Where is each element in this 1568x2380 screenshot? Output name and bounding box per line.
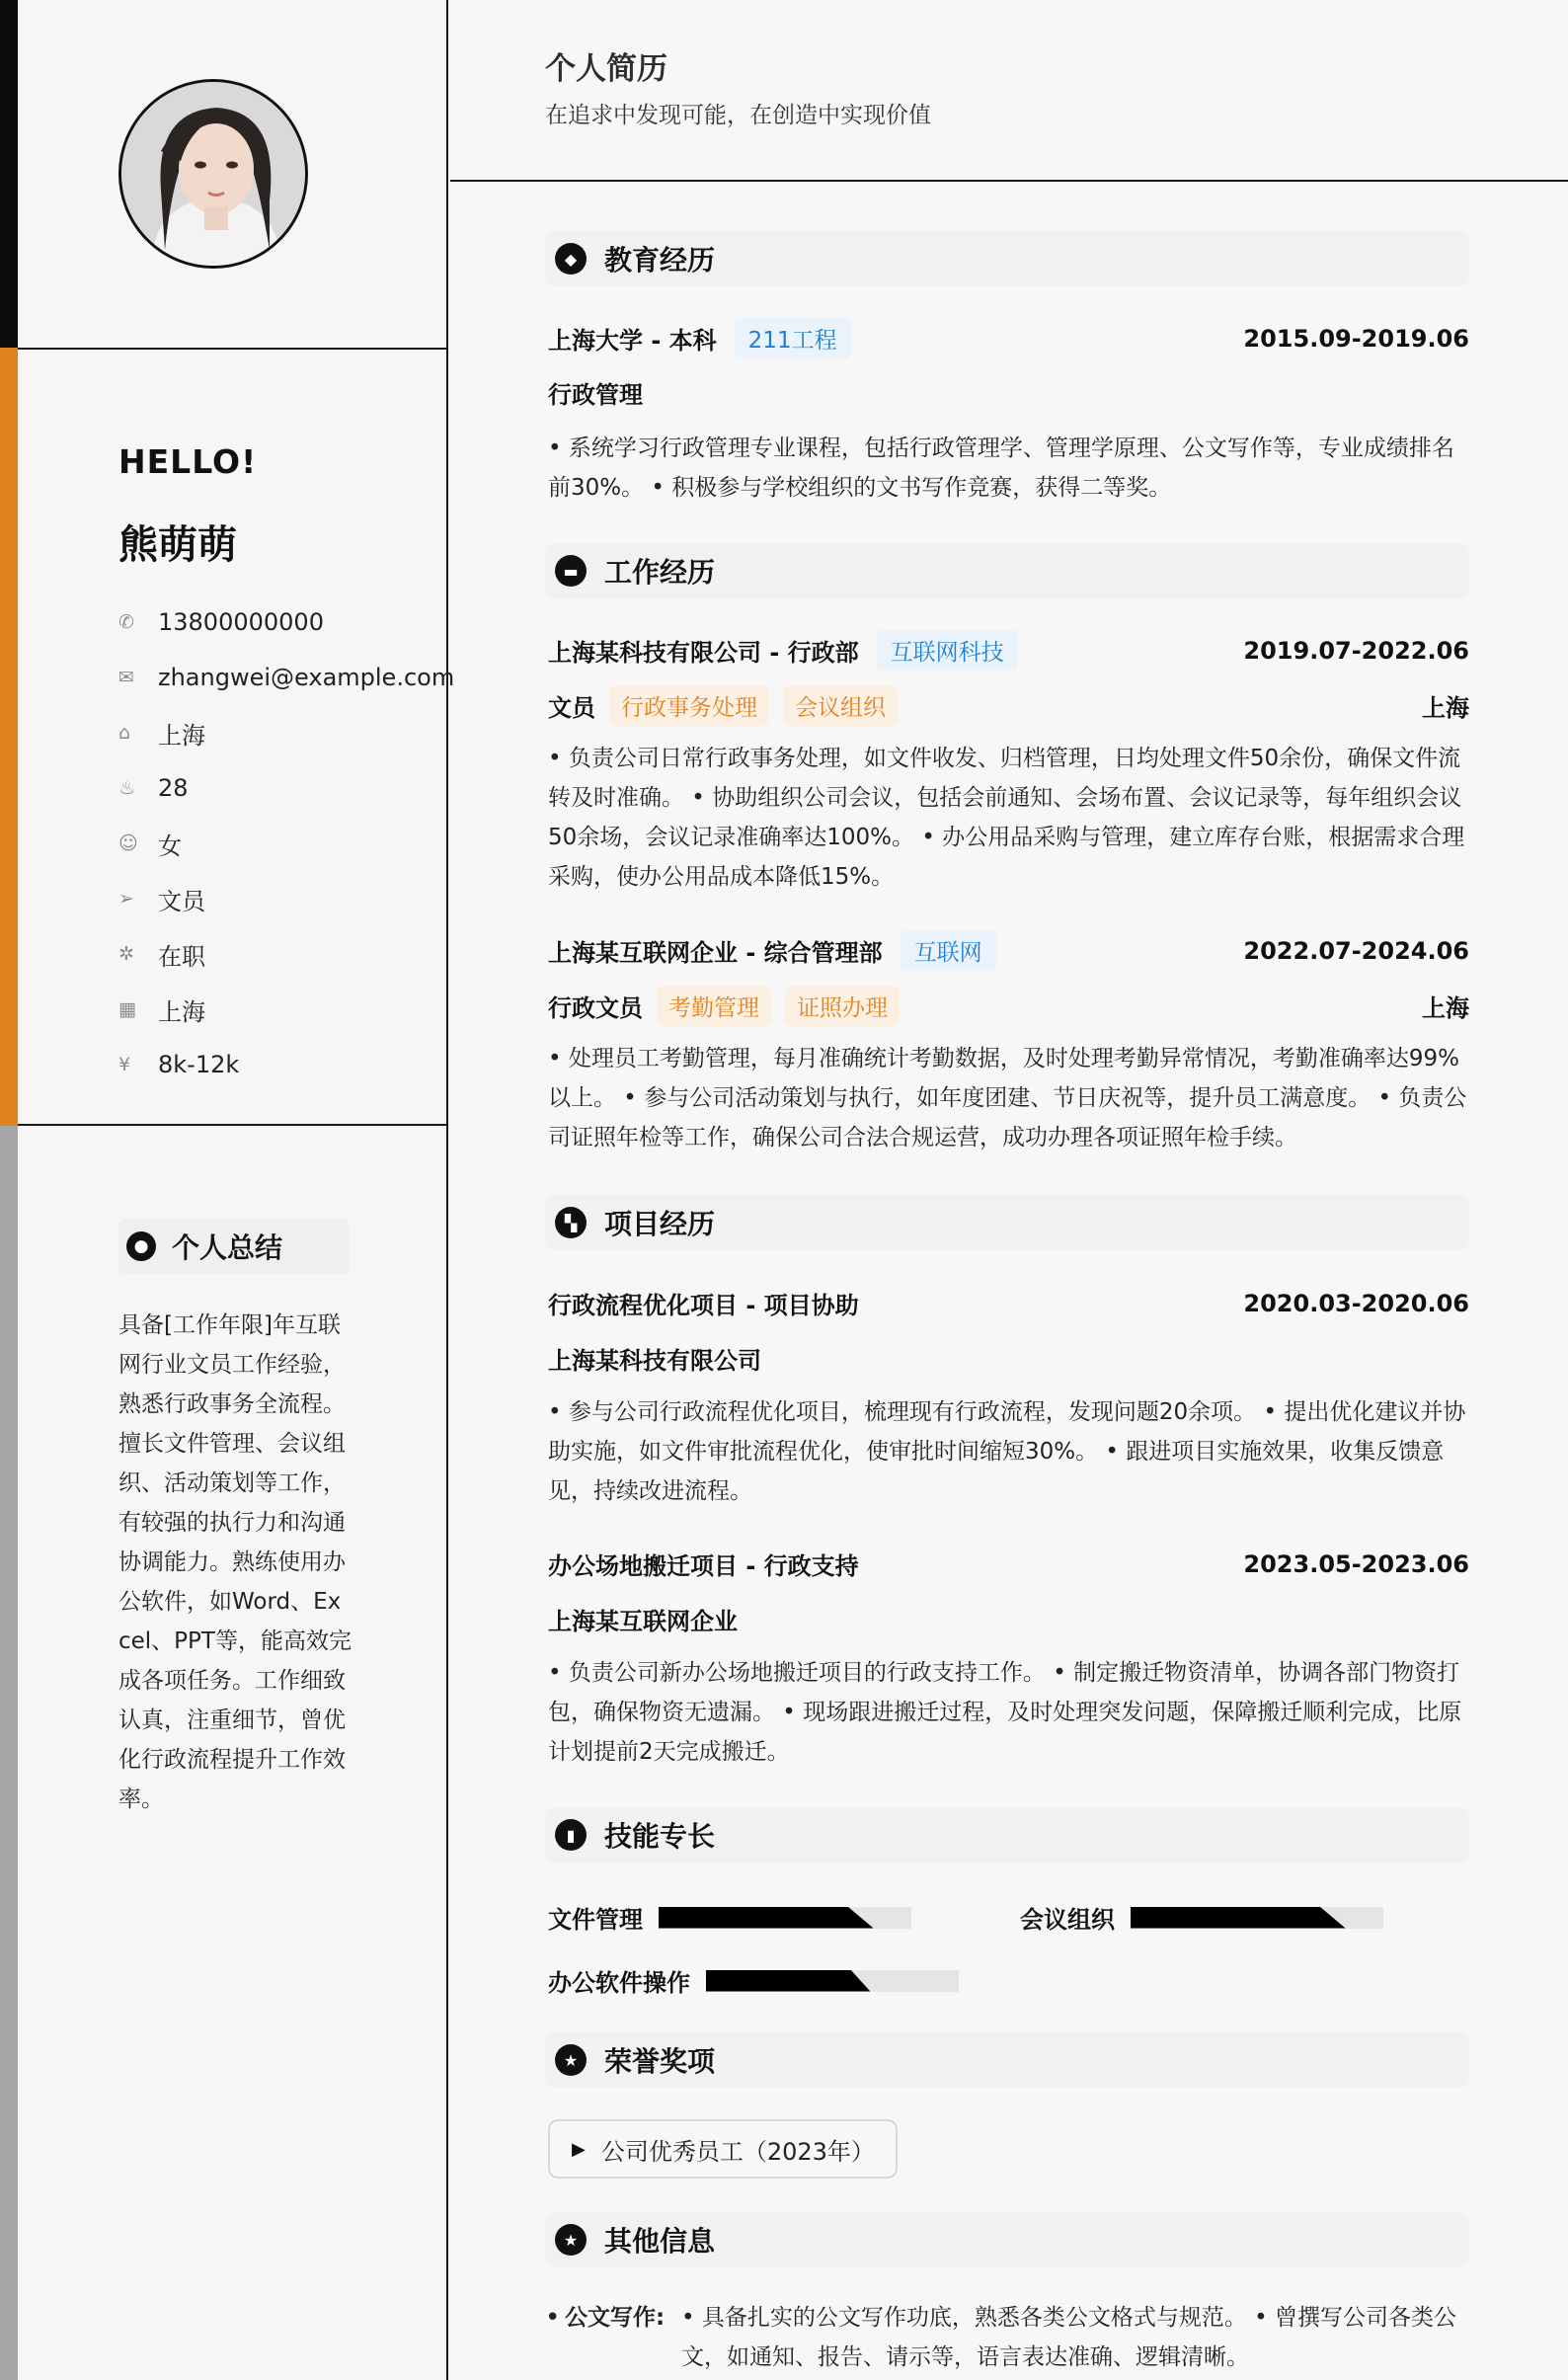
skill-tag: 行政事务处理	[609, 685, 769, 726]
info-age	[118, 760, 454, 816]
page-title: 个人简历	[545, 51, 667, 87]
work-role: 行政文员	[548, 994, 643, 1022]
work-role: 文员	[548, 694, 595, 722]
sidebar	[0, 0, 455, 2380]
project-name: 办公场地搬迁项目 - 行政支持	[548, 1552, 859, 1580]
skill-bar	[659, 1907, 911, 1929]
gender-text: 女	[158, 832, 182, 860]
skill-name: 会议组织	[1020, 1906, 1115, 1934]
award-icon: ★	[555, 2044, 587, 2076]
work-date: 2022.07-2024.06	[1243, 936, 1469, 965]
page-header	[450, 0, 1568, 182]
work-heading	[545, 543, 1469, 598]
face-icon: ☺	[118, 833, 138, 854]
phone-icon: ✆	[118, 611, 134, 633]
email-text: zhangwei@example.com	[158, 664, 455, 691]
education-desc: • 系统学习行政管理专业课程，包括行政管理学、管理学原理、公文写作等，专业成绩排名前30%。 • 积极参与学校组织的文书写作竞赛，获得二等奖。	[548, 436, 1454, 501]
skill-name: 办公软件操作	[548, 1969, 690, 1997]
cake-icon: ♨	[118, 777, 136, 799]
work-item-1-role	[548, 685, 1469, 726]
mail-icon: ✉	[118, 667, 134, 688]
stripe-orange	[0, 348, 18, 1126]
divider	[18, 1124, 448, 1126]
skills-heading	[545, 1807, 1469, 1863]
skill-item	[1020, 1900, 1383, 1935]
skill-bar	[706, 1970, 959, 1992]
project-1-org	[548, 1341, 1469, 1376]
education-major-row	[548, 375, 1469, 410]
divider	[18, 348, 448, 350]
education-heading	[545, 231, 1469, 286]
chart-icon: ▮	[555, 1819, 587, 1851]
page-subtitle: 在追求中发现可能，在创造中实现价值	[545, 103, 931, 128]
briefcase-icon: ▬	[555, 555, 587, 587]
grid-icon: ▚	[555, 1207, 587, 1238]
skill-bar-fill	[706, 1970, 870, 1992]
industry-tag: 互联网	[901, 930, 996, 971]
project-date: 2020.03-2020.06	[1243, 1289, 1469, 1317]
other-text: • 具备扎实的公文写作功底，熟悉各类公文格式与规范。 • 曾撰写公司各类公文，如通知、报告、请示等，语言表达准确、逻辑清晰。	[680, 2305, 1457, 2370]
info-salary	[118, 1037, 454, 1092]
projects-title: 项目经历	[604, 1208, 716, 1240]
skill-tag: 考勤管理	[657, 986, 771, 1026]
position-text: 文员	[158, 887, 205, 915]
education-row	[548, 318, 1469, 358]
school-name: 上海大学 - 本科	[548, 327, 717, 355]
projects-heading	[545, 1195, 1469, 1250]
honors-heading	[545, 2032, 1469, 2088]
summary-title: 个人总结	[172, 1231, 283, 1264]
work-company: 上海某科技有限公司 - 行政部	[548, 639, 859, 667]
work-item-1-desc: • 负责公司日常行政事务处理，如文件收发、归档管理，日均处理文件50余份，确保文件流转及时准确。 • 协助组织公司会议，包括会前通知、会场布置、会议记录等，每年组织会议50余场，会议记录准确率达100%。 • 办公用品采购与管理，建立库存台账，根据需求合理采购，使办公用品成本降低15%。	[548, 746, 1465, 890]
building-icon: ▦	[118, 998, 136, 1020]
skill-item	[548, 1900, 911, 1935]
skill-item	[548, 1963, 959, 1998]
skill-tag: 会议组织	[783, 685, 898, 726]
work-city: 上海	[1422, 694, 1469, 722]
work-company: 上海某互联网企业 - 综合管理部	[548, 939, 883, 967]
salary-text: 8k-12k	[158, 1051, 240, 1078]
work-item-2-desc: • 处理员工考勤管理，每月准确统计考勤数据，及时处理考勤异常情况，考勤准确率达99%以上。 • 参与公司活动策划与执行，如年度团建、节日庆祝等，提升员工满意度。 • 负责公司证照年检等工作，确保公司合法合规运营，成功办理各项证照年检手续。	[548, 1046, 1467, 1150]
project-org: 上海某互联网企业	[548, 1608, 738, 1635]
skills-title: 技能专长	[604, 1820, 716, 1853]
work-city: 上海	[1422, 994, 1469, 1022]
honors-title: 荣誉奖项	[604, 2045, 716, 2078]
work-item-1-header	[548, 630, 1469, 671]
skill-bar-fill	[659, 1907, 874, 1929]
award-icon: ★	[555, 2224, 587, 2256]
project-name: 行政流程优化项目 - 项目协助	[548, 1292, 859, 1319]
info-city	[118, 705, 454, 760]
skill-name: 文件管理	[548, 1906, 643, 1934]
skill-tag: 证照办理	[785, 986, 900, 1026]
target-city-text: 上海	[158, 997, 205, 1026]
info-email	[118, 650, 454, 705]
status-text: 在职	[158, 942, 205, 971]
project-1-desc: • 参与公司行政流程优化项目，梳理现有行政流程，发现问题20余项。 • 提出优化建议并协助实施，如文件审批流程优化，使审批时间缩短30%。 • 跟进项目实施效果，收集反馈意见，持续改进流程。	[548, 1399, 1466, 1504]
education-date: 2015.09-2019.06	[1243, 324, 1469, 353]
status-icon: ✲	[118, 943, 134, 965]
award-text: 公司优秀员工（2023年）	[600, 2137, 875, 2166]
work-date: 2019.07-2022.06	[1243, 636, 1469, 665]
phone-text: 13800000000	[158, 608, 324, 636]
industry-tag: 互联网科技	[877, 630, 1018, 671]
stripe-gray	[0, 1126, 18, 2380]
project-date: 2023.05-2023.06	[1243, 1549, 1469, 1578]
person-icon: ●	[126, 1231, 156, 1261]
info-gender	[118, 816, 454, 871]
home-icon: ⌂	[118, 722, 131, 744]
yen-icon: ¥	[118, 1054, 131, 1075]
send-icon: ➢	[118, 888, 134, 910]
contact-info	[118, 595, 454, 1092]
other-label: 公文写作:	[564, 2305, 666, 2331]
project-2-org	[548, 1602, 1469, 1636]
project-1-header	[548, 1286, 1469, 1320]
bullet-icon: •	[545, 2303, 561, 2333]
skill-bar-fill	[1131, 1907, 1346, 1929]
hello-heading: HELLO!	[118, 442, 258, 481]
age-text: 28	[158, 774, 189, 802]
project-org: 上海某科技有限公司	[548, 1347, 761, 1375]
info-status	[118, 926, 454, 982]
summary-text: 具备[工作年限]年互联网行业文员工作经验，熟悉行政事务全流程。擅长文件管理、会议组织、活动策划等工作，有较强的执行力和沟通协调能力。熟练使用办公软件，如Word、Excel、PPT等，能高效完成各项任务。工作细致认真，注重细节，曾优化行政流程提升工作效率。	[118, 1312, 352, 1812]
other-heading	[545, 2212, 1469, 2267]
city-text: 上海	[158, 721, 205, 750]
info-target-city	[118, 982, 454, 1037]
graduation-cap-icon: ◆	[555, 243, 587, 275]
work-item-2-role	[548, 986, 1469, 1026]
work-item-2-header	[548, 930, 1469, 971]
award-item[interactable]	[548, 2119, 898, 2179]
stripe-black	[0, 0, 18, 348]
summary-heading	[118, 1219, 350, 1274]
other-title: 其他信息	[604, 2225, 716, 2258]
info-phone	[118, 595, 454, 650]
candidate-name: 熊萌萌	[118, 522, 237, 568]
education-title: 教育经历	[604, 244, 716, 277]
play-icon: ▶	[572, 2138, 586, 2160]
work-title: 工作经历	[604, 556, 716, 589]
major: 行政管理	[548, 381, 643, 409]
school-tag: 211工程	[735, 318, 851, 358]
skill-bar	[1131, 1907, 1383, 1929]
avatar	[118, 79, 308, 269]
project-2-desc: • 负责公司新办公场地搬迁项目的行政支持工作。 • 制定搬迁物资清单，协调各部门物资打包，确保物资无遗漏。 • 现场跟进搬迁过程，及时处理突发问题，保障搬迁顺利完成，比原计划提前2天完成搬迁。	[548, 1660, 1462, 1765]
other-item	[545, 2298, 1469, 2377]
info-position	[118, 871, 454, 926]
project-2-header	[548, 1547, 1469, 1581]
